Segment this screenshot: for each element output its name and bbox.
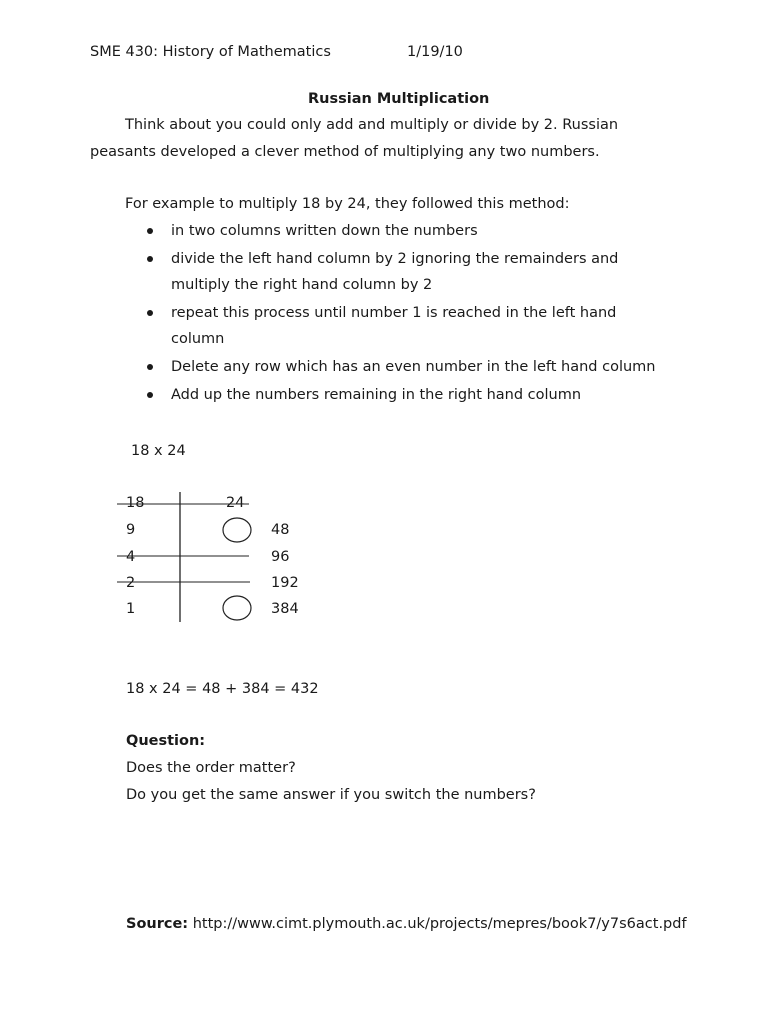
course-header: SME 430: History of Mathematics	[90, 44, 331, 60]
table-right-cell: 96	[271, 549, 290, 565]
step-text: repeat this process until number 1 is reached in the left hand	[171, 305, 617, 321]
question-line-1: Does the order matter?	[126, 760, 296, 776]
table-left-cell: 4	[126, 549, 136, 565]
result-equation: 18 x 24 = 48 + 384 = 432	[126, 681, 319, 697]
step-text: in two columns written down the numbers	[171, 223, 478, 239]
step-text: Delete any row which has an even number in the left hand column	[171, 359, 656, 375]
step-text-continued: column	[171, 331, 225, 347]
question-label: Question:	[126, 733, 206, 749]
source-line	[126, 916, 687, 932]
table-left-cell: 9	[126, 522, 136, 538]
step-text: divide the left hand column by 2 ignoring the remainders and	[171, 251, 619, 267]
problem-label: 18 x 24	[131, 443, 186, 459]
circle-mark-row-9	[223, 518, 251, 542]
header-date: 1/19/10	[407, 44, 463, 60]
step-text: Add up the numbers remaining in the right hand column	[171, 387, 582, 403]
table-left-cell: 2	[126, 575, 136, 591]
table-left-cell: 18	[126, 495, 145, 511]
intro-line-1: Think about you could only add and multiply or divide by 2. Russian	[125, 117, 619, 133]
source-label: Source:	[126, 916, 189, 932]
table-right-cell: 48	[271, 522, 290, 538]
intro-line-2: peasants developed a clever method of multiplying any two numbers.	[90, 144, 600, 160]
question-line-2: Do you get the same answer if you switch the numbers?	[126, 787, 536, 803]
document-title: Russian Multiplication	[308, 91, 490, 107]
table-right-cell: 24	[226, 495, 245, 511]
table-right-cell: 192	[271, 575, 299, 591]
table-right-cell: 384	[271, 601, 299, 617]
table-left-cell: 1	[126, 601, 136, 617]
circle-mark-row-1	[223, 596, 251, 620]
step-text-continued: multiply the right hand column by 2	[171, 277, 433, 293]
source-url[interactable]: http://www.cimt.plymouth.ac.uk/projects/mepres/book7/y7s6act.pdf	[192, 916, 687, 932]
example-intro: For example to multiply 18 by 24, they followed this method:	[125, 196, 570, 212]
